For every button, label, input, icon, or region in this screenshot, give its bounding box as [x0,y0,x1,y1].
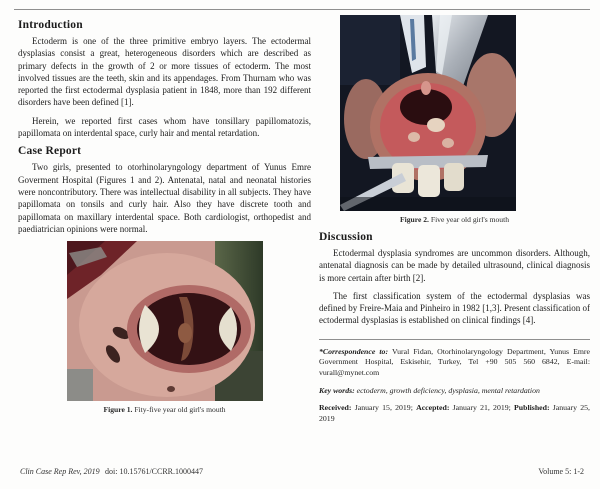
correspondence-label: *Correspondence to: [319,346,389,356]
figure1-caption-label: Figure 1. [103,405,133,415]
case-report-paragraph: Two girls, presented to otorhinolaryngology department of Yunus Emre Goverment Hospital (Figures 1 and 2). Antenatal, natal and neonatal histories were noncontributory. There was intellectual disability in all subjects. They have papillomata on tonsils and curly hair. Also they have discrete tooth and papillomata on maxillary interdental space. Both cardiologist, orthopedist and paediatrician opinions were normal. [18,162,311,234]
fig2-tooth-2 [418,165,440,197]
correspondence-divider [319,339,590,340]
footer-doi: doi: 10.15761/CCRR.1000447 [105,467,204,476]
fig1-gray-corner [67,369,93,401]
figure2-caption-label: Figure 2. [399,215,429,224]
correspondence-text: Vural Fidan, Otorhinolaryngology Department, Yunus Emre Government Hospital, Eskisehir, Turkey, Tel +90 505 560 6842, E-mail: vurall@mynet.com [319,346,590,377]
discussion-paragraph-2: The first classification system of the ectodermal dysplasias was defined by Freire-Maia and Pinheiro in 1982 [1,3]. Present classification of ectodermal dysplasias is established on clinical findings [4]. [319,290,590,326]
received-label: Received: [319,403,352,413]
footer-volume: Volume 5: 1-2 [538,467,584,476]
fig2-papilloma-1 [427,118,445,132]
correspondence-block [319,347,590,379]
footer-journal: Clin Case Rep Rev, 2019 [20,467,100,476]
figure2-container [319,15,590,225]
accepted-label: Accepted: [416,403,450,413]
keywords-block [319,386,590,397]
figure1-container [18,241,311,415]
fig2-uvula [421,81,431,95]
fig2-background-light [340,15,400,85]
introduction-paragraph-1: Ectoderm is one of the three primitive embryo layers. The ectodermal dysplasias consist a great, heterogeneous disorders which are described as primary defects in the growth of 2 or more tissues of ectoderm. The most involved tissues are the teeth, skin and its appendages. From Thurnam who was reported the first ectodermal dysplasia patient in 1848, more than 192 different disorders have been defined [1]. [18,36,311,108]
figure2-image [340,15,516,211]
right-column [319,13,590,431]
dates-block [319,403,590,424]
keywords-label: Key words: [319,385,355,395]
introduction-paragraph-2: Herein, we reported first cases whom have tonsillary papillomatozis, papillomata on interdental space, curly hair and mental retardation. [18,115,311,139]
fig1-chin-mole [167,386,175,392]
page-footer [0,467,600,479]
fig1-papilloma [178,323,192,343]
case-report-heading: Case Report [18,145,82,158]
figure2-caption [319,215,590,225]
introduction-heading: Introduction [18,19,83,31]
discussion-paragraph-1: Ectodermal dysplasia syndromes are uncommon disorders. Although, antenatal diagnosis can be made by detailed ultrasound, clinical diagnosis is more certain after birth [2]. [319,248,590,283]
published-date: January 25, 2019 [319,403,590,423]
received-date: January 15, 2019; [351,403,417,413]
discussion-heading: Discussion [319,231,373,243]
published-label: Published: [514,403,550,413]
fig2-tooth-3 [444,163,464,191]
fig2-bottom-shadow [340,197,516,211]
keywords-text: ectoderm, growth deficiency, dysplasia, mental retardation [354,385,540,395]
figure1-caption-text: Fity-five year old girl's mouth [132,405,226,415]
fig2-papilloma-2 [408,132,420,142]
top-rule [14,9,590,10]
accepted-date: January 21, 2019; [449,403,515,413]
left-column [18,13,311,417]
figure2-caption-text: Five year old girl's mouth [428,215,509,224]
figure1-caption [18,405,311,415]
figure1-image [67,241,263,401]
fig2-papilloma-3 [442,138,454,148]
